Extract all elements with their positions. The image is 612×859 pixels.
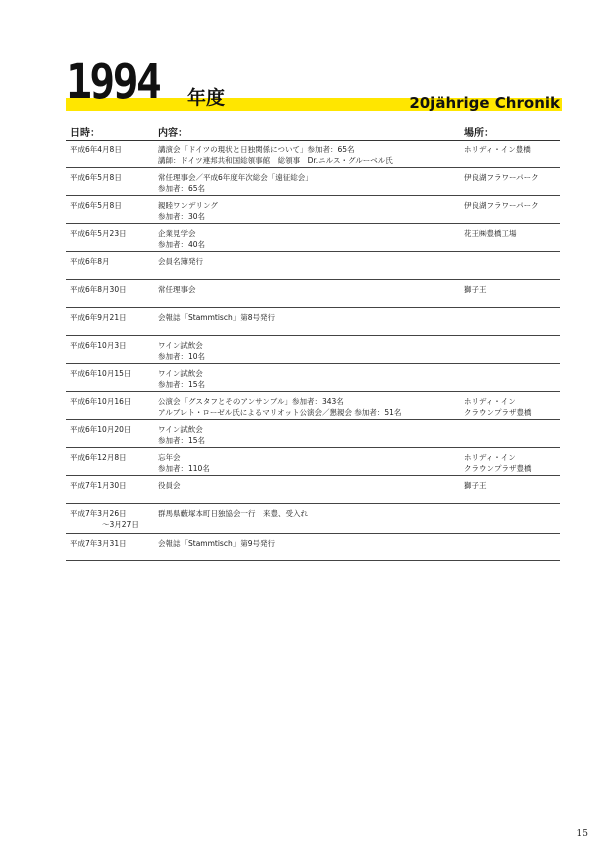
- row-date: 平成7年3月31日: [70, 539, 127, 548]
- chronicle-table: [66, 140, 560, 561]
- row-date: 平成6年9月21日: [70, 313, 127, 322]
- row-date: 平成6年10月3日: [70, 341, 127, 350]
- year-title: 1994: [66, 54, 160, 110]
- year-suffix: 年度: [187, 87, 226, 109]
- table-row: [66, 364, 560, 392]
- row-date: 平成6年4月8日: [70, 145, 122, 154]
- column-header-date: 日時：: [70, 128, 100, 139]
- row-content: 会員名簿発行: [158, 257, 203, 266]
- row-place: 獅子王: [464, 285, 487, 294]
- table-row: [66, 504, 560, 534]
- chronicle-header: [0, 0, 612, 120]
- row-date: 平成6年10月20日: [70, 425, 132, 434]
- table-row: [66, 252, 560, 280]
- row-date: 平成6年8月30日: [70, 285, 127, 294]
- column-header-content: 内容：: [158, 128, 188, 139]
- row-content: 企業見学会 参加者：40名: [158, 229, 206, 249]
- row-place: 伊良湖フラワーパーク: [464, 201, 539, 210]
- row-content: ワイン試飲会 参加者：15名: [158, 425, 206, 445]
- row-place: ホリディ・イン クラウンプラザ豊橋: [464, 453, 532, 473]
- page-number: 15: [576, 829, 588, 839]
- table-row: [66, 534, 560, 561]
- row-content: 群馬県藪塚本町日独協会一行 来豊、受入れ: [158, 509, 308, 518]
- row-content: 会報誌「Stammtisch」第8号発行: [158, 313, 275, 322]
- row-date: 平成7年3月26日 〜3月27日: [70, 509, 139, 529]
- row-place: 花王㈱豊橋工場: [464, 229, 517, 238]
- row-date: 平成6年10月15日: [70, 369, 132, 378]
- row-content: ワイン試飲会 参加者：15名: [158, 369, 206, 389]
- column-headers: [66, 122, 560, 141]
- column-header-place: 場所：: [464, 128, 494, 139]
- row-content: 常任理事会／平成6年度年次総会「遠征総会」 参加者：65名: [158, 173, 313, 193]
- row-content: 常任理事会: [158, 285, 196, 294]
- table-row: [66, 196, 560, 224]
- table-row: [66, 448, 560, 476]
- row-date: 平成6年5月23日: [70, 229, 127, 238]
- table-row: [66, 140, 560, 168]
- table-row: [66, 392, 560, 420]
- row-date: 平成7年1月30日: [70, 481, 127, 490]
- table-row: [66, 224, 560, 252]
- row-content: ワイン試飲会 参加者：10名: [158, 341, 206, 361]
- chronicle-subtitle: 20jährige Chronik: [409, 94, 560, 112]
- row-date: 平成6年10月16日: [70, 397, 132, 406]
- row-date: 平成6年5月8日: [70, 201, 122, 210]
- row-place: ホリディ・イン豊橋: [464, 145, 531, 154]
- row-place: 伊良湖フラワーパーク: [464, 173, 539, 182]
- row-content: 会報誌「Stammtisch」第9号発行: [158, 539, 275, 548]
- row-date: 平成6年12月8日: [70, 453, 127, 462]
- table-row: [66, 420, 560, 448]
- row-date: 平成6年8月: [70, 257, 110, 266]
- table-row: [66, 308, 560, 336]
- row-content: 忘年会 参加者：110名: [158, 453, 210, 473]
- table-row: [66, 476, 560, 504]
- row-date: 平成6年5月8日: [70, 173, 122, 182]
- row-content: 親睦ワンデリング 参加者：30名: [158, 201, 218, 221]
- row-place: 獅子王: [464, 481, 487, 490]
- row-content: 役員会: [158, 481, 181, 490]
- table-row: [66, 168, 560, 196]
- table-row: [66, 280, 560, 308]
- row-place: ホリディ・イン クラウンプラザ豊橋: [464, 397, 532, 417]
- table-row: [66, 336, 560, 364]
- row-content: 講演会「ドイツの現状と日独関係について」参加者：65名 講師：ドイツ連邦共和国総領事館 総領事 Dr.ニルス・グルーベル氏: [158, 145, 393, 165]
- row-content: 公演会「グスタフとそのアンサンブル」参加者：343名 アルブレト・ローゼル氏によるマリオット公演会／懇親会 参加者：51名: [158, 397, 402, 417]
